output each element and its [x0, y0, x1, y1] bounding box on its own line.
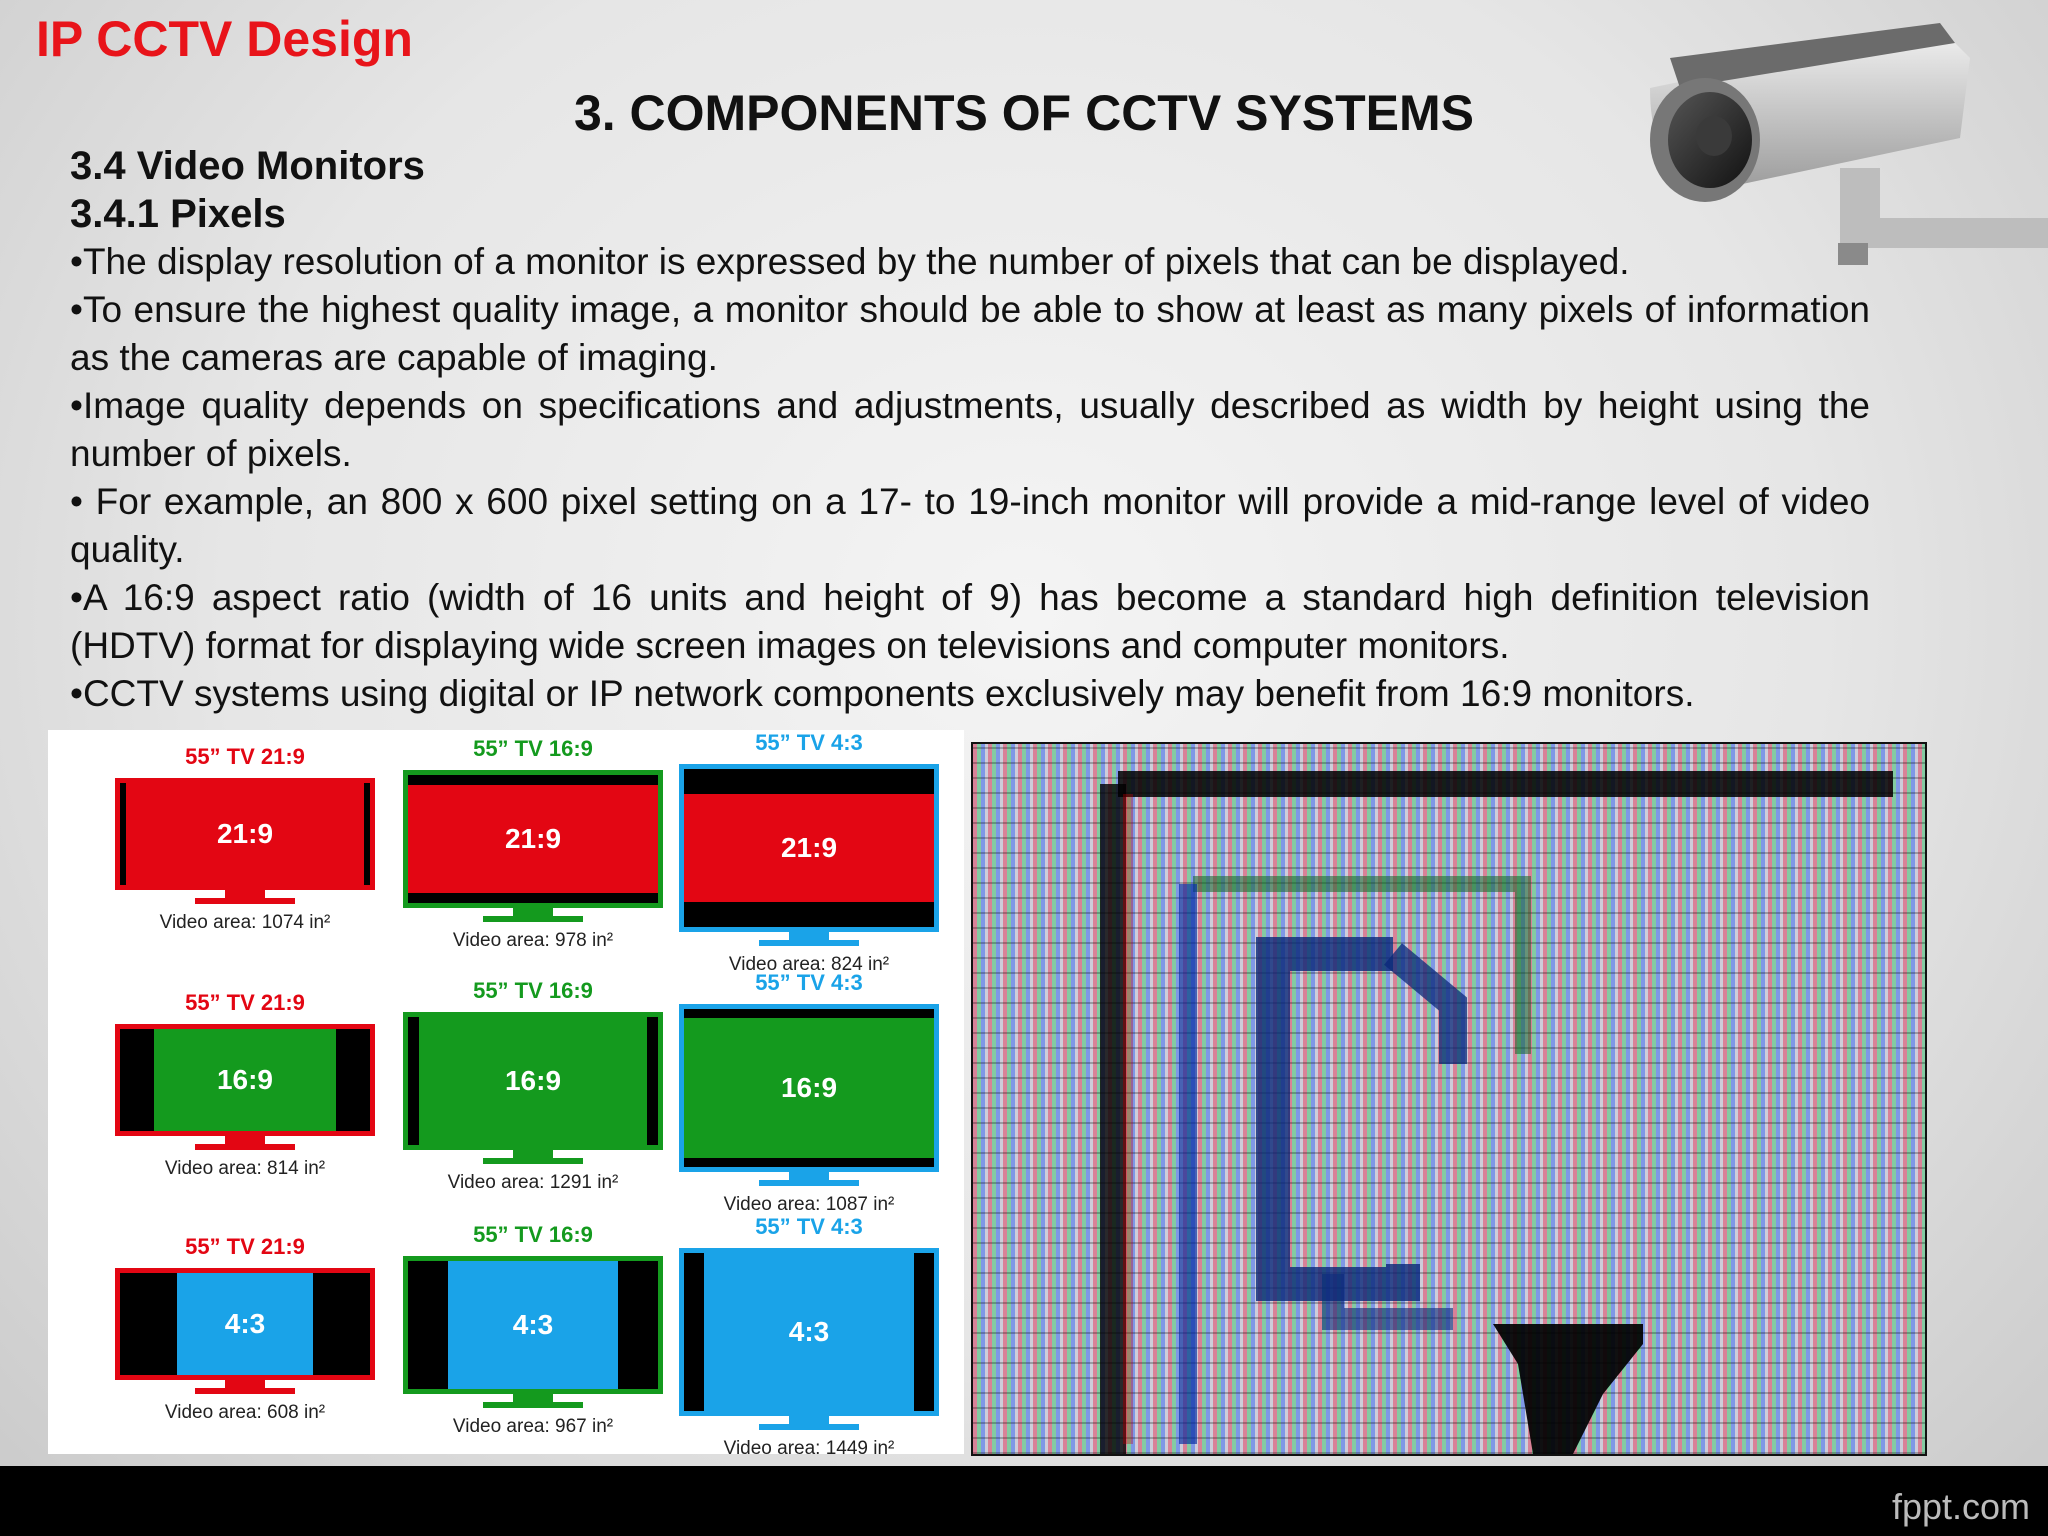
- tv-screen: [403, 770, 663, 908]
- section-heading: 3.4 Video Monitors: [70, 144, 425, 188]
- tv-stand: [225, 890, 265, 898]
- tv-stand: [513, 1150, 553, 1158]
- aspect-ratio-comparison-grid: [48, 730, 964, 1459]
- tv-stand-base: [759, 1180, 859, 1186]
- tv-screen: [403, 1256, 663, 1394]
- bullet-item: •Image quality depends on specifications and adjustments, usually described as width by height using the number of pixels.: [70, 385, 1870, 474]
- tv-stand-base: [483, 1158, 583, 1164]
- tv-label: 55” TV 21:9: [185, 744, 305, 769]
- bullet-list: [70, 238, 1870, 718]
- tv-content: 4:3: [448, 1261, 619, 1389]
- tv-content: 16:9: [154, 1029, 335, 1131]
- tv-stand: [225, 1136, 265, 1144]
- tv-diagram: [110, 990, 380, 1220]
- tv-stand: [789, 932, 829, 940]
- tv-diagram: [398, 736, 668, 966]
- bullet-item: •A 16:9 aspect ratio (width of 16 units and height of 9) has become a standard high definition television (HDTV) format for displaying wide screen images on televisions and computer monitors.: [70, 577, 1870, 666]
- video-area-label: Video area: 608 in²: [164, 1402, 326, 1423]
- footer-logo: fppt.com: [1891, 1486, 2030, 1527]
- bullet-item: • For example, an 800 x 600 pixel setting on a 17- to 19-inch monitor will provide a mid-range level of video quality.: [70, 481, 1870, 570]
- tv-screen: [679, 764, 939, 932]
- tv-label: 55” TV 16:9: [473, 978, 593, 1003]
- tv-stand: [513, 1394, 553, 1402]
- video-area-label: Video area: 1087 in²: [723, 1194, 895, 1215]
- tv-stand-base: [195, 1144, 295, 1150]
- video-area-label: Video area: 824 in²: [728, 954, 890, 975]
- tv-stand: [225, 1380, 265, 1388]
- tv-label: 55” TV 4:3: [755, 1214, 863, 1239]
- tv-content: 4:3: [704, 1253, 915, 1411]
- tv-diagram: [398, 1222, 668, 1452]
- tv-stand: [789, 1172, 829, 1180]
- tv-stand-base: [195, 1388, 295, 1394]
- video-area-label: Video area: 1449 in²: [723, 1438, 895, 1459]
- cctv-camera-icon: [1610, 18, 2048, 268]
- tv-label: 55” TV 16:9: [473, 1222, 593, 1247]
- tv-stand: [513, 908, 553, 916]
- bullet-item: •The display resolution of a monitor is expressed by the number of pixels that can be displayed.: [70, 241, 1630, 282]
- video-area-label: Video area: 1291 in²: [447, 1172, 619, 1193]
- tv-screen: [679, 1004, 939, 1172]
- tv-label: 55” TV 21:9: [185, 990, 305, 1015]
- tv-stand-base: [483, 1402, 583, 1408]
- tv-label: 55” TV 4:3: [755, 730, 863, 755]
- tv-label: 55” TV 21:9: [185, 1234, 305, 1259]
- tv-diagram: [674, 730, 944, 975]
- tv-stand-base: [759, 940, 859, 946]
- tv-diagram: [674, 970, 944, 1215]
- video-area-label: Video area: 1074 in²: [159, 912, 331, 933]
- tv-content: 21:9: [408, 785, 658, 892]
- video-area-label: Video area: 814 in²: [164, 1158, 326, 1179]
- tv-screen: [679, 1248, 939, 1416]
- tv-content: 21:9: [126, 783, 364, 885]
- bullet-item: •CCTV systems using digital or IP network components exclusively may benefit from 16:9 monitors.: [70, 673, 1695, 714]
- subsection-heading: 3.4.1 Pixels: [70, 192, 286, 236]
- tv-diagram: [110, 744, 380, 974]
- tv-screen: [115, 1024, 375, 1136]
- tv-screen: [115, 1268, 375, 1380]
- tv-diagram: [398, 978, 668, 1208]
- tv-diagram: [110, 1234, 380, 1464]
- video-area-label: Video area: 978 in²: [452, 930, 614, 951]
- bullet-item: •To ensure the highest quality image, a monitor should be able to show at least as many pixels of information as the cameras are capable of imaging.: [70, 289, 1870, 378]
- tv-content: 16:9: [684, 1018, 934, 1159]
- tv-content: 4:3: [177, 1273, 313, 1375]
- tv-content: 21:9: [684, 794, 934, 901]
- pixel-closeup-image: [971, 742, 1927, 1456]
- tv-label: 55” TV 16:9: [473, 736, 593, 761]
- video-area-label: Video area: 967 in²: [452, 1416, 614, 1437]
- slide-title: 3. COMPONENTS OF CCTV SYSTEMS: [573, 85, 1475, 141]
- footer-bar: [0, 1466, 2048, 1536]
- tv-diagram: [674, 1214, 944, 1459]
- tv-stand-base: [759, 1424, 859, 1430]
- brand-title: IP CCTV Design: [36, 11, 413, 67]
- tv-screen: [403, 1012, 663, 1150]
- tv-screen: [115, 778, 375, 890]
- tv-stand: [789, 1416, 829, 1424]
- tv-label: 55” TV 4:3: [755, 970, 863, 995]
- tv-stand-base: [195, 898, 295, 904]
- tv-stand-base: [483, 916, 583, 922]
- tv-content: 16:9: [419, 1017, 647, 1145]
- pixel-letter-overlay: [973, 744, 1925, 1454]
